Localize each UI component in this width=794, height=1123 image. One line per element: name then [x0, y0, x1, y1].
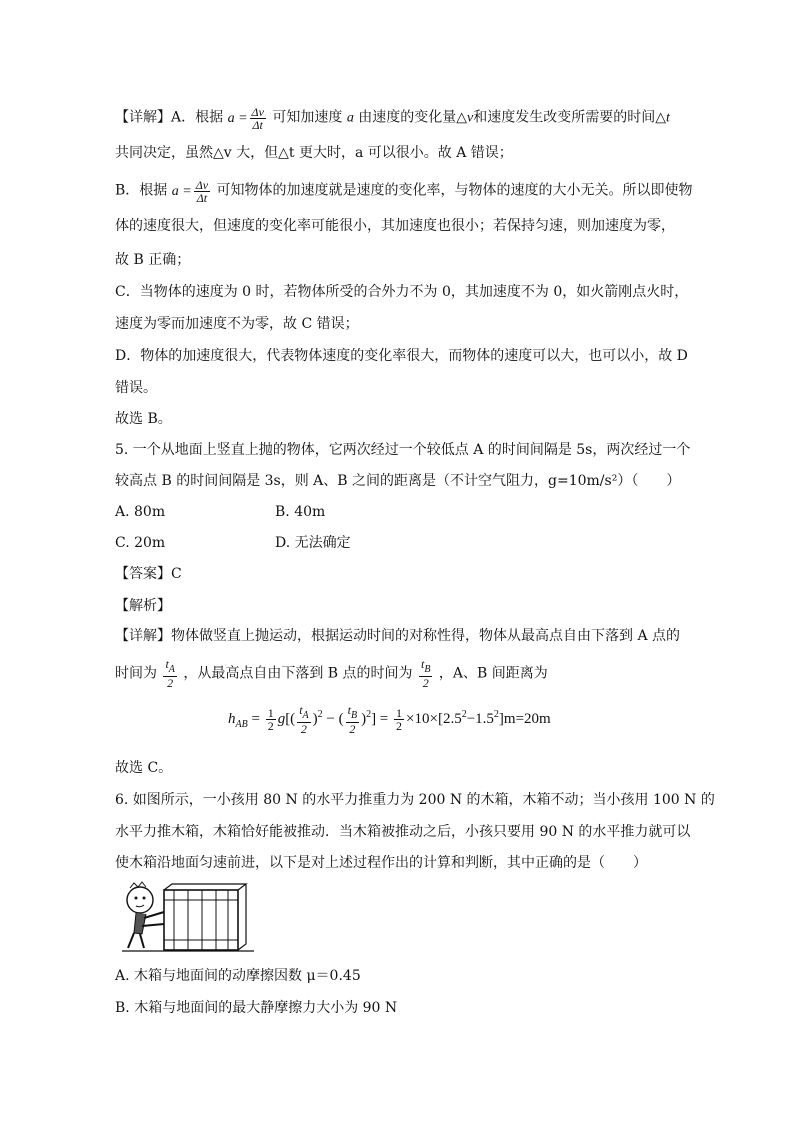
question-5-line-2: 较高点 B 的时间间隔是 3s，则 A、B 之间的距离是（不计空气阻力，g=10m/s²）（ ） [115, 473, 681, 489]
q6-option-a: A. 木箱与地面间的动摩擦因数 μ＝0.45 [115, 968, 361, 984]
question-6-line-2: 水平力推木箱，木箱恰好能被推动．当木箱被推动之后，小孩只要用 90 N 的水平推力就可以 [115, 824, 691, 840]
line-choice-b: 故选 B。 [115, 411, 172, 427]
fraction-ta-over-2: $\frac{t_A}{2}$ [165, 657, 175, 690]
fraction-tb-over-2: $\frac{t_B}{2}$ [421, 657, 431, 690]
question-5-line-1: 5. 一个从地面上竖直上抛的物体，它两次经过一个较低点 A 的时间间隔是 5s，两次经过一个 [115, 442, 691, 458]
line-detail-c-2: 速度为零而加速度不为零，故 C 错误； [115, 316, 359, 332]
line-detail-b-2: 体的速度很大，但速度的变化率可能很小，其加速度也很小；若保持匀速，则加速度为零， [115, 218, 675, 234]
child-pushing-box-figure [118, 878, 268, 958]
q5-option-c: C. 20m [115, 535, 166, 551]
line-detail-b-3: 故 B 正确； [115, 252, 191, 268]
formula-a-delta-v-over-delta-t: a = $\frac{\Delta v}{\Delta t}$ [171, 178, 209, 205]
line-detail-d: D．物体的加速度很大，代表物体速度的变化率很大，而物体的速度可以大，也可以小，故 D [115, 348, 688, 364]
line-detail-a-2: 共同决定，虽然△v 大，但△t 更大时，a 可以很小。故 A 错误； [115, 145, 513, 161]
formula-hab: $h_{AB}$ = $\frac{1}{2}$ g[( $\frac{t_A}{2}$ )$^2$ − ( $\frac{t_B}{2}$ )$^2$] = $\frac{1}{2}$ $\times 10\times[2.5^2-1.5^2]m=20m$ [228, 703, 551, 737]
question-6-line-1: 6. 如图所示，一小孩用 80 N 的水平力推重力为 200 N 的木箱，木箱不动；当小孩用 100 N 的 [115, 792, 715, 808]
q5-detail-line-1: 【详解】物体做竖直上抛运动，根据运动时间的对称性得，物体从最高点自由下落到 A 点的 [115, 628, 681, 644]
q5-option-b: B. 40m [275, 504, 326, 520]
q5-answer: 【答案】C [115, 566, 182, 582]
q5-option-d: D. 无法确定 [275, 535, 351, 551]
line-detail-c: C．当物体的速度为 0 时，若物体所受的合外力不为 0，其加速度不为 0，如火箭刚点火时， [115, 284, 689, 300]
q5-choice-c: 故选 C。 [115, 760, 173, 776]
line-detail-d-2: 错误。 [115, 380, 157, 396]
question-6-line-3: 使木箱沿地面匀速前进，以下是对上述过程作出的计算和判断，其中正确的是（ ） [115, 855, 647, 871]
line-detail-b: B．根据 a = $\frac{\Delta v}{\Delta t}$ 可知物体的加速度就是速度的变化率，与物体的速度的大小无关。所以即使物 [115, 178, 693, 205]
q5-analysis-label: 【解析】 [115, 598, 171, 614]
line-detail-a: 【详解】A．根据 a = $\frac{\Delta v}{\Delta t}$ 可知加速度 a 由速度的变化量△v和速度发生改变所需要的时间△t [115, 105, 670, 132]
q6-option-b: B. 木箱与地面间的最大静摩擦力大小为 90 N [115, 1000, 398, 1016]
formula-a-delta-v-over-delta-t: a = $\frac{\Delta v}{\Delta t}$ [227, 105, 264, 132]
q5-detail-line-2: 时间为 $\frac{t_A}{2}$ ，从最高点自由下落到 B 点的时间为 $\frac{t_B}{2}$ ，A、B 间距离为 [115, 657, 548, 690]
q5-option-a: A. 80m [115, 504, 166, 520]
